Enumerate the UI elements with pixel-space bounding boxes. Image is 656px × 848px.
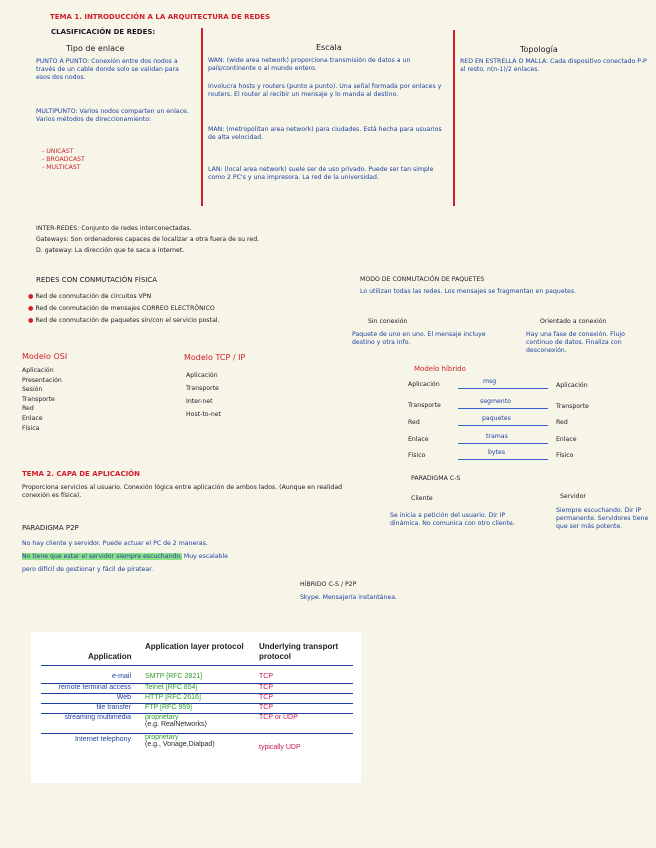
- inter-redes-line: INTER-REDES: Conjunto de redes interconectadas.: [36, 225, 192, 232]
- hibrido-right: Aplicación: [556, 382, 588, 389]
- p2p-line: No tiene que estar el servidor siempre escuchando. Muy escalable: [22, 553, 228, 561]
- lan-definition: LAN: (local area network) suele ser de uso privado. Puede ser tan simple como 2 PC's y una impresora. La red de la universidad.: [208, 166, 434, 182]
- table-cell-app: e-mail: [111, 673, 131, 680]
- hibrido-title: Modelo híbrido: [414, 365, 466, 373]
- sin-conexion-title: Sin conexión: [368, 318, 408, 325]
- column-divider: [453, 30, 455, 206]
- hibrido-line: [458, 388, 548, 389]
- direccionamiento-list: [42, 148, 85, 172]
- topologia-definition: RED EN ESTRELLA O MALLA: Cada dispositivo conectado P-P al resto. n(n-1)/2 enlaces.: [460, 58, 647, 74]
- table-cell-app: file transfer: [96, 704, 131, 711]
- tcpip-layer: Host-to-net: [186, 411, 222, 419]
- p2p-line: No hay cliente y servidor. Puede actuar el PC de 2 maneras.: [22, 540, 208, 547]
- servidor-text: Siempre escuchando. Dir IP permanente. Servidores tiene que ser más potente.: [556, 507, 649, 531]
- table-cell-proto: proprietary (e.g., Vonage,Dialpad): [145, 734, 215, 748]
- hibrido-mid: paquetes: [482, 415, 511, 422]
- table-cell-trans: TCP: [259, 684, 273, 691]
- man-definition: MAN: (metropolitan area network) para ciudades. Está hecha para usuarios de alta velocidad.: [208, 126, 442, 142]
- osi-layer: Red: [22, 405, 34, 413]
- osi-layer: Presentación: [22, 376, 62, 384]
- table-cell-app: Internet telephony: [74, 736, 131, 743]
- list-item: ● Red de conmutación de circuitos VPN: [28, 293, 152, 300]
- tcpip-layer: Transporte: [186, 385, 219, 393]
- p2p-definition: PUNTO A PUNTO: Conexión entre dos nodos a través de un cable donde solo se validan para esos dos nodos.: [36, 58, 179, 82]
- hibrido-left: Enlace: [408, 436, 429, 443]
- osi-layer: Enlace: [22, 415, 43, 423]
- cs-title: PARADIGMA C-S: [411, 475, 461, 482]
- hibrido-right: Físico: [556, 452, 574, 459]
- hibrido-mid: bytes: [488, 449, 506, 456]
- hibrido-left: Red: [408, 419, 420, 426]
- tcpip-layers: [186, 369, 221, 421]
- default-gateway-line: D. gateway: La dirección que te saca a internet.: [36, 247, 185, 255]
- hibrido-right: Transporte: [556, 403, 589, 410]
- table-cell-proto: HTTP [RFC 2616]: [145, 694, 201, 701]
- cliente-text: Se inicia a petición del usuario. Dir IP dinámica. No comunica con otro cliente.: [390, 512, 515, 528]
- table-cell-app: Web: [116, 694, 131, 701]
- hibrido-cs-p2p-title: HÍBRIDO C-S / P2P: [300, 581, 357, 588]
- orientado-conexion-text: Hay una fase de conexión. Flujo continuo de datos. Finaliza con desconexión.: [526, 331, 625, 355]
- sin-conexion-text: Paquete de uno en uno. El mensaje incluye destino y otra info.: [352, 331, 486, 347]
- hibrido-mid: segmento: [480, 398, 511, 405]
- osi-layers: [22, 366, 62, 433]
- hibrido-right: Enlace: [556, 436, 577, 443]
- hibrido-mid: msg: [483, 378, 497, 385]
- table-header: Application layer protocol: [145, 642, 244, 651]
- tema2-title: TEMA 2. CAPA DE APLICACIÓN: [22, 470, 140, 478]
- hibrido-left: Aplicación: [408, 381, 440, 388]
- bullet-icon: ●: [28, 305, 36, 313]
- wan-details: Involucra hosts y routers (punto a punto). Una señal formada por enlaces y routers. El router al recibir un mensaje y lo manda al destino.: [208, 83, 442, 99]
- table-rule: [41, 665, 353, 666]
- tcpip-layer: Aplicación: [186, 372, 218, 379]
- list-item: - UNICAST: [42, 148, 74, 155]
- list-item: - BROADCAST: [42, 156, 85, 164]
- table-cell-proto: proprietary (e.g. RealNetworks): [145, 714, 207, 728]
- table-header: Underlying transport protocol: [259, 642, 339, 661]
- bullet-icon: ●: [28, 317, 36, 325]
- tcpip-title: Modelo TCP / IP: [184, 353, 246, 362]
- table-cell-proto: SMTP [RFC 2821]: [145, 673, 203, 680]
- osi-title: Modelo OSI: [22, 352, 68, 361]
- protocol-table: [31, 632, 361, 783]
- hibrido-line: [458, 459, 548, 460]
- table-cell-trans: TCP: [259, 704, 273, 711]
- osi-layer: Transporte: [22, 395, 55, 403]
- paquetes-title: MODO DE CONMUTACIÓN DE PAQUETES: [360, 276, 485, 283]
- table-cell-app: remote terminal access: [58, 684, 131, 691]
- p2p-title: PARADIGMA P2P: [22, 524, 79, 532]
- conmutacion-fisica-title: REDES CON CONMUTACIÓN FÍSICA: [36, 276, 158, 284]
- osi-layer: Física: [22, 424, 40, 432]
- table-cell-trans: typically UDP: [259, 744, 301, 751]
- osi-layer: Sesión: [22, 386, 43, 394]
- table-cell-proto: Telnet [RFC 854]: [145, 684, 198, 691]
- osi-layer: Aplicación: [22, 367, 54, 374]
- p2p-text: [22, 540, 372, 574]
- cliente-title: Cliente: [411, 495, 433, 502]
- table-cell-app: streaming multimedia: [64, 714, 131, 721]
- hibrido-left: Físico: [408, 452, 426, 459]
- col3-header: Topología: [520, 45, 558, 54]
- col2-header: Escala: [316, 43, 342, 52]
- column-divider: [201, 28, 203, 206]
- wan-definition: WAN: (wide area network) proporciona transmisión de datos a un país/continente o al mundo entero.: [208, 57, 411, 73]
- inter-redes-section: [36, 225, 456, 255]
- hibrido-left: Transporte: [408, 402, 441, 409]
- table-cell-trans: TCP: [259, 673, 273, 680]
- list-item: - MULTICAST: [42, 164, 81, 172]
- conmutacion-fisica-list: [28, 293, 348, 325]
- clasificacion-heading: CLASIFICACIÓN DE REDES:: [51, 28, 156, 36]
- hibrido-line: [458, 443, 548, 444]
- orientado-conexion-title: Orientado a conexión: [540, 318, 607, 325]
- hibrido-cs-p2p-text: Skype. Mensajería instantánea.: [300, 594, 397, 601]
- servidor-title: Servidor: [560, 493, 586, 500]
- col1-header: Tipo de enlace: [66, 44, 125, 53]
- hibrido-right: Red: [556, 419, 568, 426]
- list-item: ● Red de conmutación de mensajes CORREO ELECTRÓNICO: [28, 305, 215, 313]
- highlighted-text: No tiene que estar el servidor siempre escuchando.: [22, 553, 182, 561]
- table-header: Application: [88, 652, 132, 661]
- list-item: ● Red de conmutación de paquetes sin/con el servicio postal.: [28, 317, 220, 325]
- hibrido-mid: tramas: [486, 433, 508, 440]
- gateways-line: Gateways: Son ordenadores capaces de localizar a otra fuera de su red.: [36, 236, 260, 244]
- table-cell-proto: FTP [RFC 959]: [145, 704, 192, 711]
- paquetes-intro: Lo utilizan todas las redes. Los mensajes se fragmentan en paquetes.: [360, 288, 577, 295]
- tcpip-layer: Inter-net: [186, 398, 213, 406]
- p2p-line: pero difícil de gestionar y fácil de piratear.: [22, 566, 154, 574]
- table-cell-trans: TCP or UDP: [259, 714, 298, 721]
- tema2-text: Proporciona servicios al usuario. Conexión lógica entre aplicación de ambos lados. (Aunque en realidad conexión es física).: [22, 484, 343, 500]
- bullet-icon: ●: [28, 293, 36, 300]
- table-cell-trans: TCP: [259, 694, 273, 701]
- hibrido-line: [458, 425, 548, 426]
- page-title: TEMA 1. INTRODUCCIÓN A LA ARQUITECTURA DE REDES: [50, 13, 270, 21]
- multipunto-definition: MULTIPUNTO: Varios nodos comparten un enlace. Varios métodos de direccionamiento:: [36, 108, 189, 124]
- hibrido-line: [458, 408, 548, 409]
